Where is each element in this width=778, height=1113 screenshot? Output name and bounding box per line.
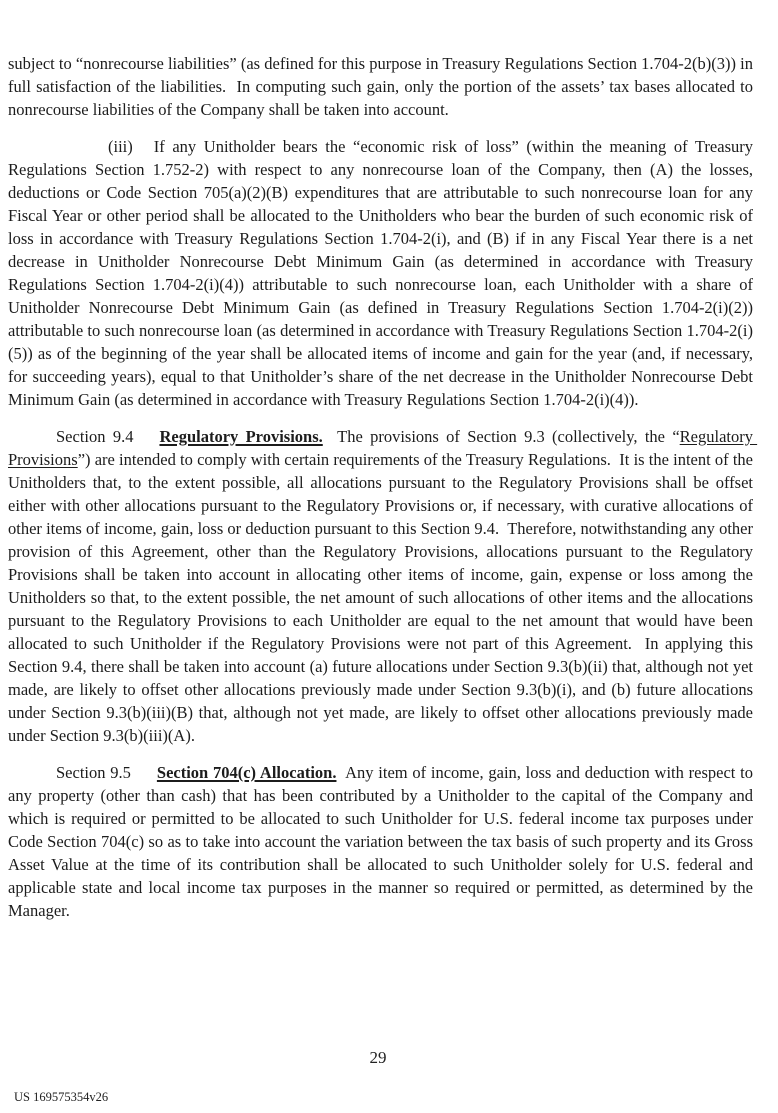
section-9-4-number: Section 9.4 bbox=[56, 427, 134, 446]
section-9-4-lead-in: The provisions of Section 9.3 (collectively, the “ bbox=[322, 427, 680, 446]
clause-iii-text: If any Unitholder bears the “economic risk of loss” (within the meaning of Treasury Regulations Section 1.752-2) with respect to any nonrecourse loan of the Company, then (A) the losses, deductions or Code Section 705(a)(2)(B) expenditures that are attributable to such nonrecourse loan for any Fiscal Year or other period shall be allocated to the Unitholders who bear the burden of such economic risk of loss in accordance with Treasury Regulations Section 1.704-2(i), and (B) if in any Fiscal Year there is a net decrease in Unitholder Nonrecourse Debt Minimum Gain (as determined in accordance with Treasury Regulations Section 1.704-2(i)(4)) attributable to such nonrecourse loan, each Unitholder with a share of Unitholder Nonrecourse Debt Minimum Gain (as defined in Treasury Regulations Section 1.704-2(i)(2)) attributable to such nonrecourse loan (as determined in accordance with Treasury Regulations Section 1.704-2(i)(5)) as of the beginning of the year shall be allocated items of income and gain for the year (and, if necessary, for succeeding years), equal to that Unitholder’s share of the net decrease in the Unitholder Nonrecourse Debt Minimum Gain (as determined in accordance with Treasury Regulations Section 1.704-2(i)(4)). bbox=[8, 137, 758, 409]
document-id-footer: US 169575354v26 bbox=[14, 1090, 109, 1104]
section-9-4-body: ”) are intended to comply with certain requirements of the Treasury Regulations. It is the intent of the Unitholders that, to the extent possible, all allocations pursuant to the Regulatory Provisions shall be offset either with other allocations pursuant to the Regulatory Provisions or, if necessary, with curative allocations of other items of income, gain, loss or deduction pursuant to this Section 9.4. Therefore, notwithstanding any other provision of this Agreement, other than the Regulatory Provisions, allocations pursuant to the Regulatory Provisions shall be taken into account in allocating other items of income, gain, expense or loss among the Unitholders so that, to the extent possible, the net amount of such allocations of other items and the allocations pursuant to the Regulatory Provisions to each Unitholder are equal to the net amount that would have been allocated to such Unitholder if the Regulatory Provisions were not part of this Agreement. In applying this Section 9.4, there shall be taken into account (a) future allocations under Section 9.3(b)(ii) that, although not yet made, are likely to offset other allocations previously made under Section 9.3(b)(i), and (b) future allocations under Section 9.3(b)(iii)(B) that, although not yet made, are likely to offset other allocations previously made under Section 9.3(b)(iii)(A). bbox=[8, 450, 758, 745]
clause-iii-label: (iii) bbox=[108, 137, 133, 156]
section-9-4-heading: Regulatory Provisions. bbox=[159, 427, 323, 446]
section-9-5-paragraph bbox=[8, 761, 758, 922]
section-9-4-paragraph bbox=[8, 425, 758, 747]
page-number: 29 bbox=[369, 1048, 387, 1067]
clause-iii-paragraph bbox=[8, 135, 758, 411]
section-9-5-number: Section 9.5 bbox=[56, 763, 131, 782]
defined-term-regulatory-provisions: Regulatory Provisions bbox=[8, 427, 758, 469]
section-9-5-body: Any item of income, gain, loss and deduction with respect to any property (other than cash) that has been contributed by a Unitholder to the capital of the Company and which is required or permitted to be allocated to such Unitholder for U.S. federal income tax purposes under Code Section 704(c) so as to take into account the variation between the tax basis of such property and its Gross Asset Value at the time of its contribution shall be allocated to such Unitholder solely for U.S. federal and applicable state and local income tax purposes in the manner so required or permitted, as determined by the Manager. bbox=[8, 763, 758, 920]
section-9-5-heading: Section 704(c) Allocation. bbox=[156, 763, 337, 782]
runover-paragraph: subject to “nonrecourse liabilities” (as defined for this purpose in Treasury Regulations Section 1.704-2(b)(3)) in full satisfaction of the liabilities. In computing such gain, only the portion of the assets’ tax bases allocated to nonrecourse liabilities of the Company shall be taken into account. bbox=[8, 54, 758, 119]
